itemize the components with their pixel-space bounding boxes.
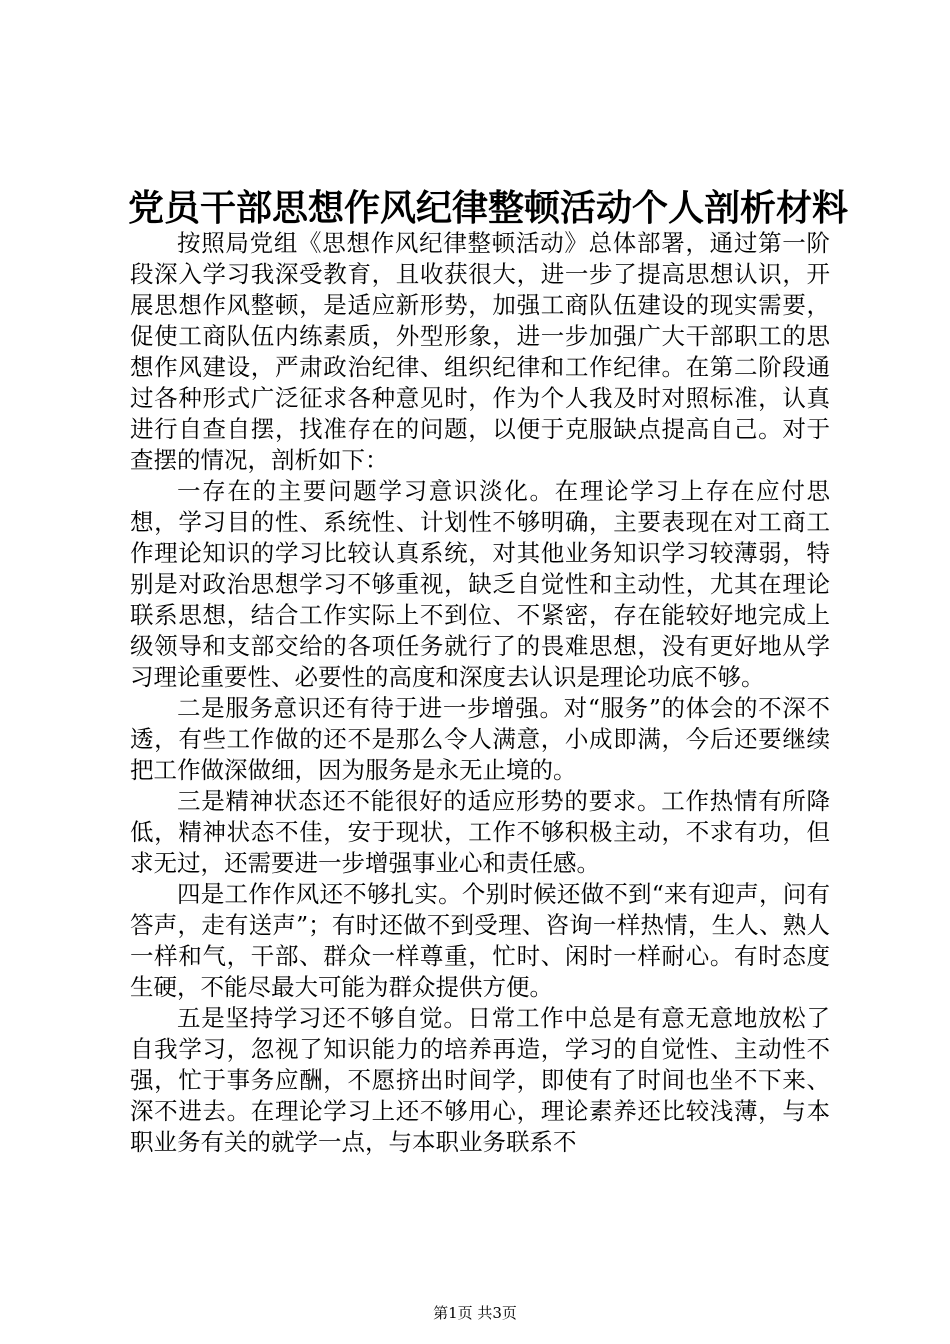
page-number-footer: 第1页 共3页 [433, 1304, 517, 1322]
document-body [130, 228, 830, 1158]
paragraph-intro: 按照局党组《思想作风纪律整顿活动》总体部署，通过第一阶段深入学习我深受教育，且收获很大，进一步了提高思想认识，开展思想作风整顿，是适应新形势，加强工商队伍建设的现实需要，促使工商队伍内练素质，外型形象，进一步加强广大干部职工的思想作风建设，严肃政治纪律、组织纪律和工作纪律。在第二阶段通过各种形式广泛征求各种意见时，作为个人我及时对照标准，认真进行自查自摆，找准存在的问题，以便于克服缺点提高自己。对于查摆的情况，剖析如下： [130, 229, 830, 474]
paragraph-issue-4: 四是工作作风还不够扎实。个别时候还做不到“来有迎声，问有答声，走有送声”；有时还做不到受理、咨询一样热情，生人、熟人一样和气，干部、群众一样尊重，忙时、闲时一样耐心。有时态度生硬，不能尽最大可能为群众提供方便。 [130, 880, 830, 1001]
paragraph-issue-2: 二是服务意识还有待于进一步增强。对“服务”的体会的不深不透，有些工作做的还不是那么令人满意，小成即满，今后还要继续把工作做深做细，因为服务是永无止境的。 [130, 694, 830, 784]
paragraph-issue-1: 一存在的主要问题学习意识淡化。在理论学习上存在应付思想，学习目的性、系统性、计划性不够明确，主要表现在对工商工作理论知识的学习比较认真系统，对其他业务知识学习较薄弱，特别是对政治思想学习不够重视，缺乏自觉性和主动性，尤其在理论联系思想，结合工作实际上不到位、不紧密，存在能较好地完成上级领导和支部交给的各项任务就行了的畏难思想，没有更好地从学习理论重要性、必要性的高度和深度去认识是理论功底不够。 [130, 477, 830, 691]
document-title: 党员干部思想作风纪律整顿活动个人剖析材料 [128, 187, 849, 229]
paragraph-issue-3: 三是精神状态还不能很好的适应形势的要求。工作热情有所降低，精神状态不佳，安于现状，工作不够积极主动，不求有功，但求无过，还需要进一步增强事业心和责任感。 [130, 787, 830, 877]
paragraph-issue-5: 五是坚持学习还不够自觉。日常工作中总是有意无意地放松了自我学习，忽视了知识能力的培养再造，学习的自觉性、主动性不强，忙于事务应酬，不愿挤出时间学，即使有了时间也坐不下来、深不进去。在理论学习上还不够用心，理论素养还比较浅薄，与本职业务有关的就学一点，与本职业务联系不 [130, 1004, 830, 1156]
